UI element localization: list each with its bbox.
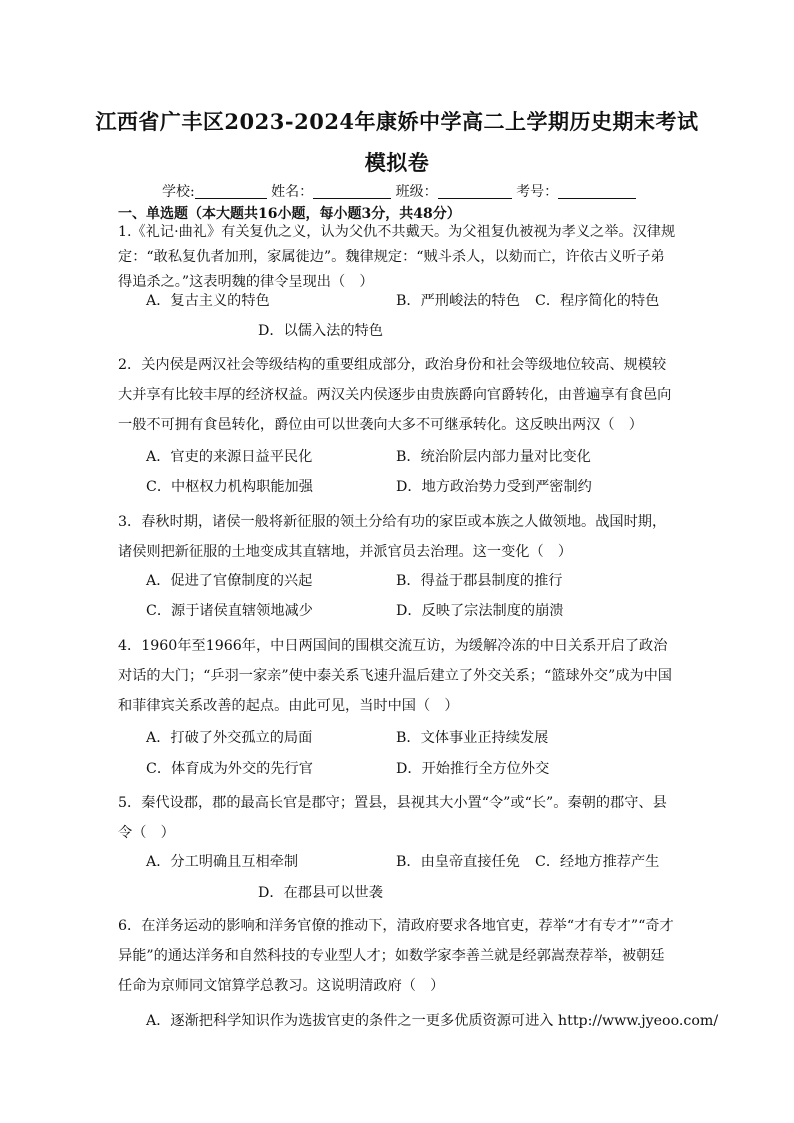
- q4-option-c[interactable]: C．体育成为外交的先行官: [146, 761, 313, 777]
- section-heading: 一、单选题（本大题共16小题，每小题3分，共48分）: [118, 206, 461, 222]
- exam-no-field[interactable]: [558, 184, 636, 199]
- q3-option-a[interactable]: A．促进了官僚制度的兴起: [146, 573, 313, 589]
- page-subtitle: 模拟卷: [364, 150, 430, 175]
- q4-option-d[interactable]: D．开始推行全方位外交: [396, 761, 550, 777]
- q1-option-d[interactable]: D．以儒入法的特色: [258, 323, 383, 339]
- class-label: 班级：: [395, 184, 438, 200]
- school-label: 学校:: [162, 184, 195, 200]
- q3-option-b[interactable]: B．得益于郡县制度的推行: [396, 573, 563, 589]
- class-field[interactable]: [438, 184, 512, 199]
- q1-option-c[interactable]: C．程序简化的特色: [535, 293, 660, 309]
- question-4-stem: 4．1960年至1966年，中日两国间的围棋交流互访，为缓解冷冻的中日关系开启了政治对话的大门；“乒羽一家亲”使中泰关系飞速升温后建立了外交关系；“篮球外交”成为中国和菲律宾关系改善的起点。由此可见，当时中国（ ）: [118, 638, 672, 714]
- q3-option-c[interactable]: C．源于诸侯直辖领地减少: [146, 603, 313, 619]
- q2-option-d[interactable]: D．地方政治势力受到严密制约: [396, 479, 592, 495]
- q5-option-d[interactable]: D．在郡县可以世袭: [258, 885, 383, 901]
- q3-option-d[interactable]: D．反映了宗法制度的崩溃: [396, 603, 564, 619]
- question-6-stem: 6．在洋务运动的影响和洋务官僚的推动下，清政府要求各地官吏，荐举“才有专才”“奇才异能”的通达洋务和自然科技的专业型人才；如数学家李善兰就是经郭嵩焘荐举，被朝廷任命为京师同文馆算学总教习。这说明清政府（ ）: [118, 918, 674, 994]
- student-info-line: [162, 181, 636, 201]
- name-field[interactable]: [313, 184, 391, 199]
- q2-option-c[interactable]: C．中枢权力机构职能加强: [146, 479, 313, 495]
- question-3-stem: 3．春秋时期，诸侯一般将新征服的领土分给有功的家臣或本族之人做领地。战国时期，诸侯则把新征服的土地变成其直辖地，并派官员去治理。这一变化（ ）: [118, 514, 667, 560]
- question-5-stem: 5．秦代设郡，郡的最高长官是郡守；置县，县视其大小置“令”或“长”。秦朝的郡守、县令（ ）: [118, 795, 667, 841]
- page-title: 江西省广丰区2023-2024年康娇中学高二上学期历史期末考试: [95, 109, 699, 134]
- question-2-stem: 2．关内侯是两汉社会等级结构的重要组成部分，政治身份和社会等级地位较高、规模较大并享有比较丰厚的经济权益。两汉关内侯逐步由贵族爵向官爵转化，由普遍享有食邑向一般不可拥有食邑转化，爵位由可以世袭向大多不可继承转化。这反映出两汉（ ）: [118, 357, 672, 433]
- school-field[interactable]: [195, 184, 267, 199]
- q2-option-a[interactable]: A．官吏的来源日益平民化: [146, 449, 313, 465]
- q4-option-b[interactable]: B．文体事业正持续发展: [396, 730, 549, 746]
- q4-option-a[interactable]: A．打破了外交孤立的局面: [146, 730, 313, 746]
- q1-option-a[interactable]: A．复古主义的特色: [146, 293, 270, 309]
- q2-option-b[interactable]: B．统治阶层内部力量对比变化: [396, 449, 591, 465]
- q5-option-c[interactable]: C．经地方推荐产生: [535, 854, 660, 870]
- q1-option-b[interactable]: B．严刑峻法的特色: [396, 293, 520, 309]
- q5-option-a[interactable]: A．分工明确且互相牵制: [146, 854, 299, 870]
- q5-option-b[interactable]: B．由皇帝直接任免: [396, 854, 520, 870]
- name-label: 姓名：: [271, 184, 314, 200]
- question-1-stem: 1.《礼记·曲礼》有关复仇之义，认为父仇不共戴天。为父祖复仇被视为孝义之举。汉律规定：“敢私复仇者加刑，家属徙边”。魏律规定：“贼斗杀人，以劾而亡，许依古义听子弟得追杀之。”这表明魏的律令呈现出（ ）: [118, 224, 676, 290]
- exam-no-label: 考号：: [516, 184, 559, 200]
- q6-option-a[interactable]: A．逐渐把科学知识作为选拔官吏的条件之一更多优质资源可进入 http://www.jyeoo.com/: [146, 1013, 719, 1029]
